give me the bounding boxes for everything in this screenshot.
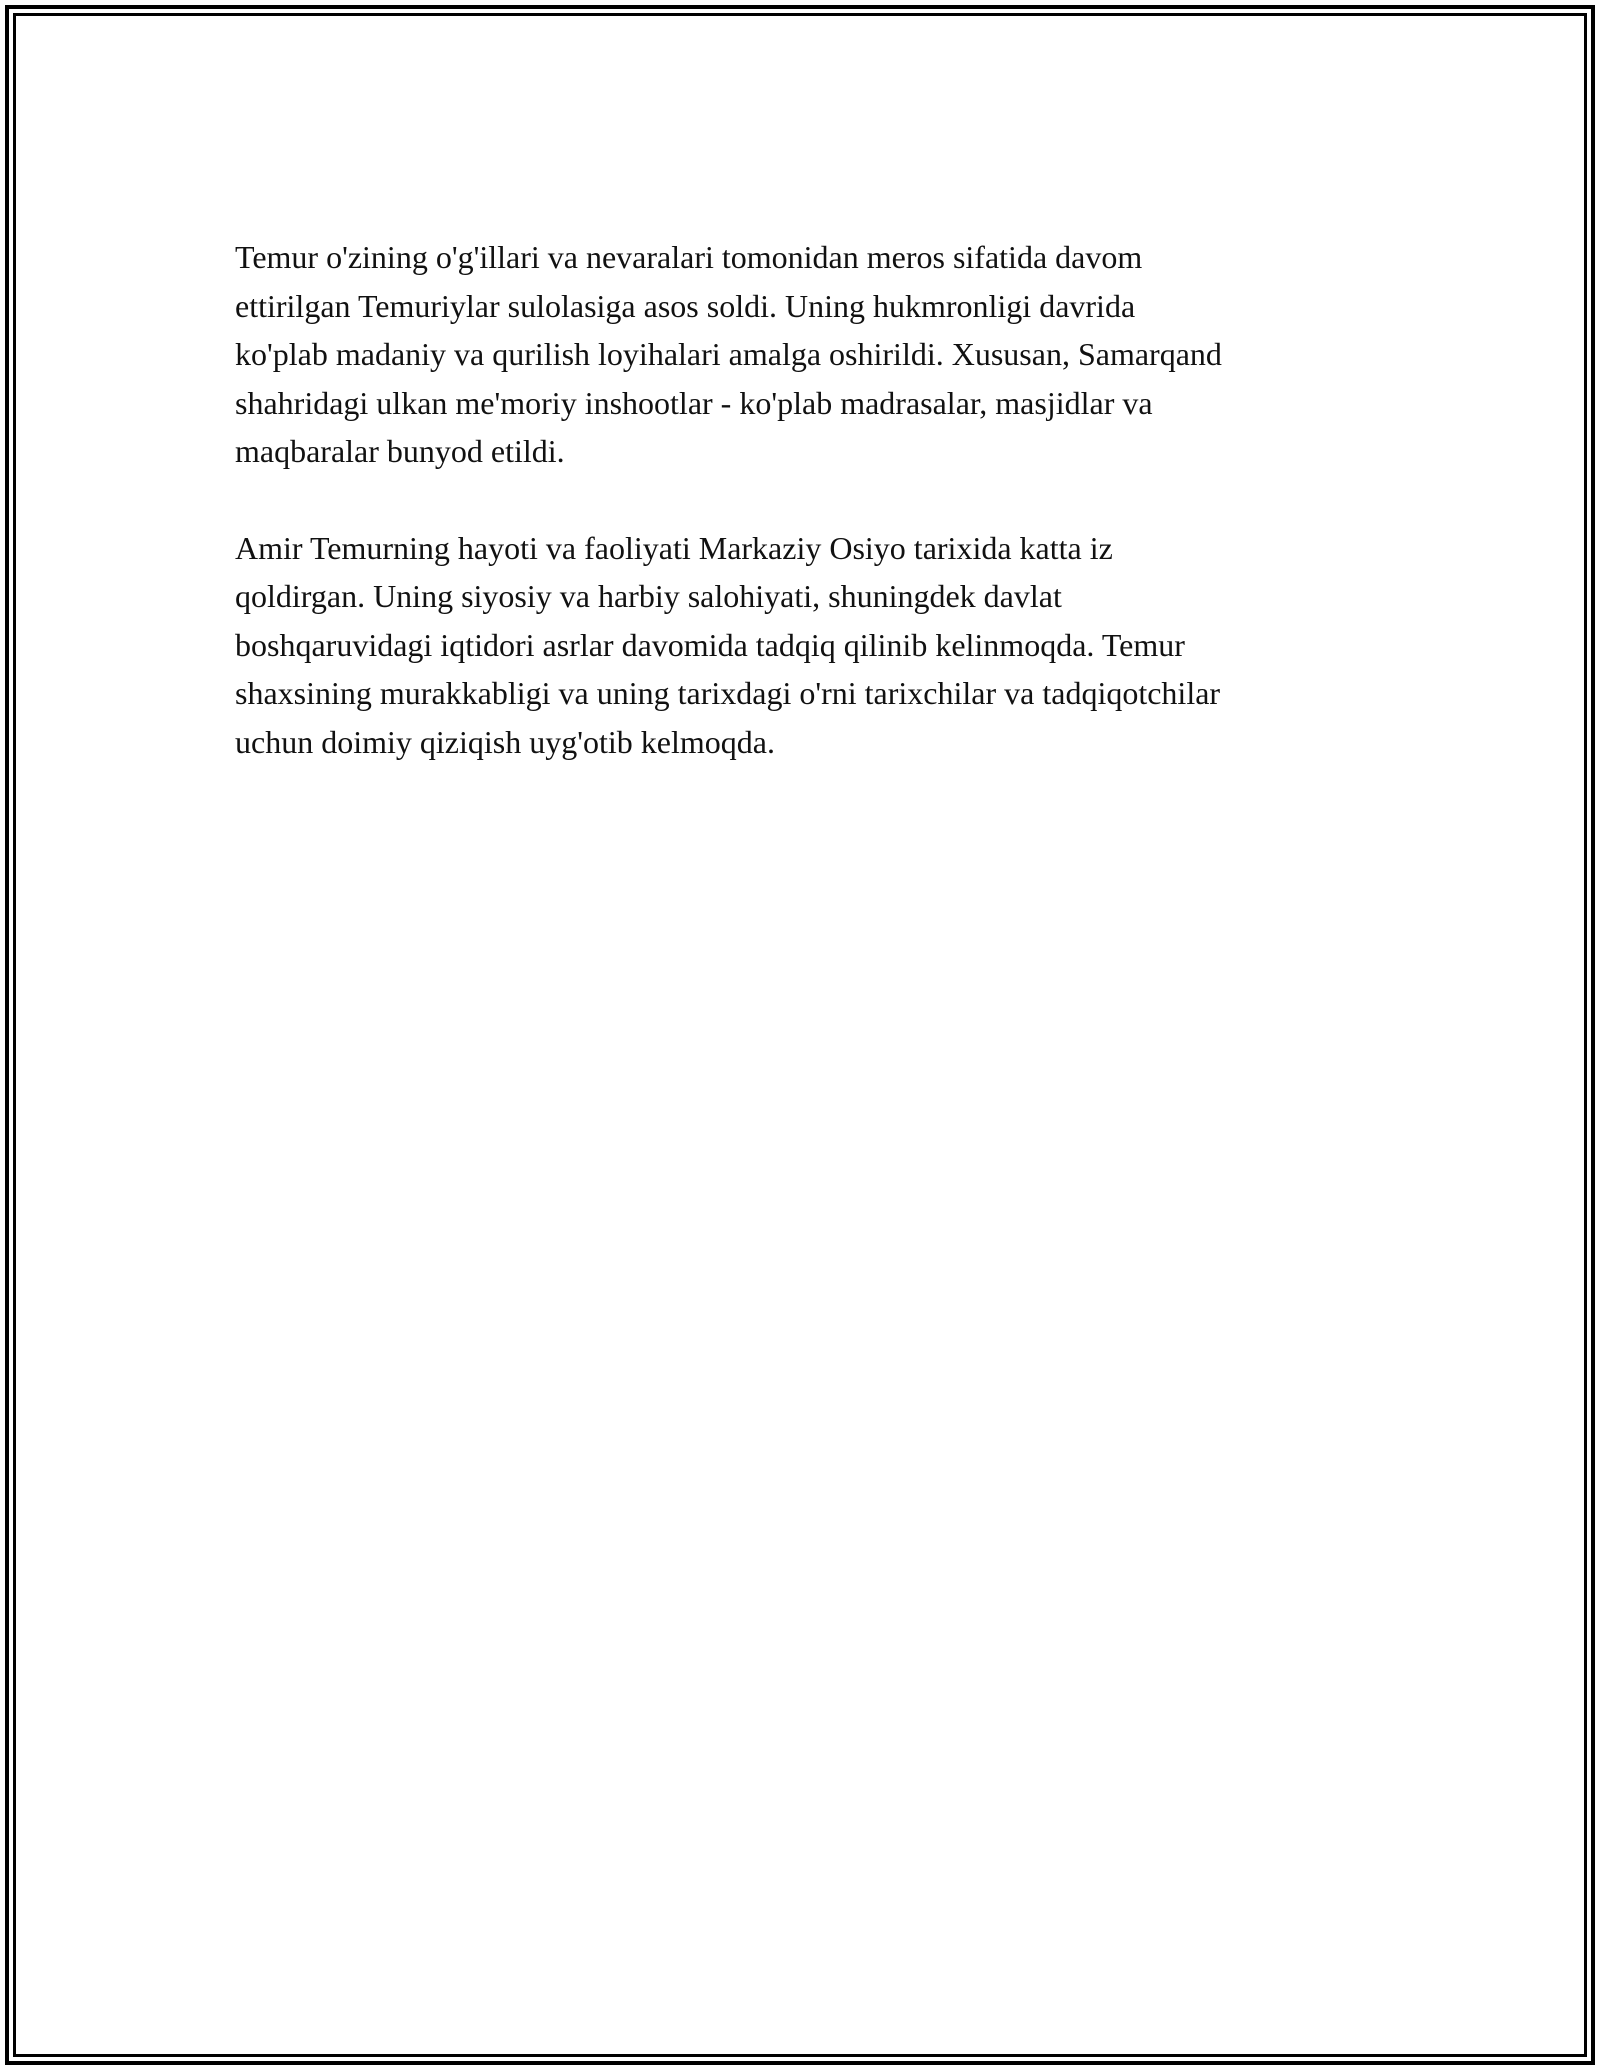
document-body xyxy=(235,233,1385,766)
paragraph-timurid-dynasty: Temur o'zining o'g'illari va nevaralari tomonidan meros sifatida davom ettirilgan Temuriylar sulolasiga asos soldi. Uning hukmronligi davrida ko'plab madaniy va qurilish loyihalari amalga oshirildi. Xususan, Samarqand shahridagi ulkan me'moriy inshootlar - ko'plab madrasalar, masjidlar va maqbaralar bunyod etildi. xyxy=(235,239,1222,469)
paragraph-temur-legacy: Amir Temurning hayoti va faoliyati Markaziy Osiyo tarixida katta iz qoldirgan. Uning siyosiy va harbiy salohiyati, shuningdek davlat boshqaruvidagi iqtidori asrlar davomida tadqiq qilinib kelinmoqda. Temur shaxsining murakkabligi va uning tarixdagi o'rni tarixchilar va tadqiqotchilar uchun doimiy qiziqish uyg'otib kelmoqda. xyxy=(235,529,1221,760)
